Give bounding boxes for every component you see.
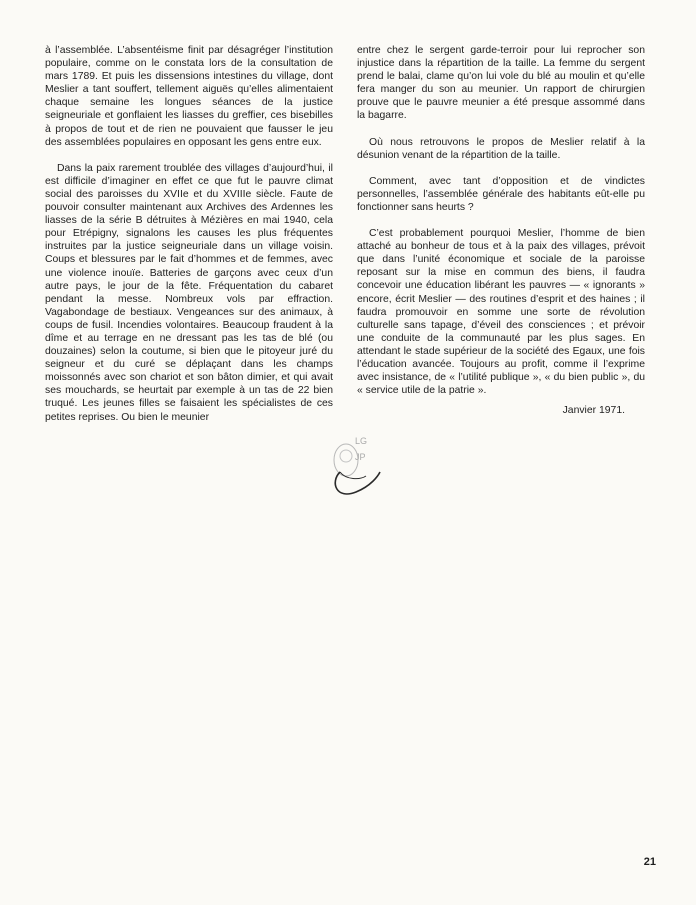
page-number: 21 xyxy=(643,856,656,868)
right-column xyxy=(357,44,645,417)
paragraph: à l’assemblée. L’absentéisme finit par désagréger l’institution populaire, comme on le constata lors de la consultation de mars 1789. Et puis les dissensions intestines du village, dont Meslier a tant souffert, tellement aiguës qu’elles alimentaient chaque semaine les longues séances de la justice seigneuriale et gonflaient les liasses du greffier, ces bisebilles à propos de tout et de rien ne pouvaient que fausser le jeu des assemblées populaires en opposant les gens entre eux. xyxy=(45,45,333,148)
monogram-ornament-icon xyxy=(316,420,384,512)
svg-text:JP: JP xyxy=(355,452,366,462)
paragraph: C’est probablement pourquoi Meslier, l’homme de bien attaché au bonheur de tous et à la paix des villages, prévoit que dans l’unité économique et sociale de la paroisse reposant sur la mise en commun des biens, il faudra concevoir une éducation libérant les pauvres — « ignorants » encore, écrit Meslier — des routines d’esprit et des haines ; il faudra promouvoir en somme une sorte de révolution culturelle sans tapage, d’éveil des consciences ; et prévoir une conduite de la communauté par les plus sages. En attendant le stade supérieur de la société des Egaux, une fois l’éducation avancée. Toujours au profit, comme il l’exprime avec insistance, de « l’utilité publique », « du bien public », du « service utile de la patrie ». xyxy=(357,228,645,397)
paragraph: Comment, avec tant d’opposition et de vindictes personnelles, l’assemblée générale des habitants eût-elle pu fonctionner sans heurts ? xyxy=(357,175,645,213)
svg-text:LG: LG xyxy=(355,436,368,446)
paragraph: Dans la paix rarement troublée des villages d’aujourd’hui, il est difficile d’imaginer en effet ce que fut le pauvre climat social des paroisses du XVIIe et du XVIIIe siècle. Faute de pouvoir consulter maintenant aux Archives des Ardennes les liasses de la série B détruites à Mézières en mai 1940, cela pour Etrépigny, signalons les causes les plus fréquentes instruites par la justice seigneuriale dans un village voisin. Coups et blessures par le fait d’hommes et de femmes, avec une violence inouïe. Batteries de garçons avec ceux d’un autre pays, le jour de la fête. Fréquentation du cabaret pendant la messe. Nombreux vols par effraction. Vagabondage de bestiaux. Vengeances sur des animaux, à coups de fusil. Incendies volontaires. Beaucoup fraudent à la dîme et au terrage en ne dressant pas les tas de blé (ou douzaines) selon la coutume, si bien que le pitoyeur juré du seigneur et du curé se déplaçant dans les champs moissonnés avec son chariot et son bâton dimier, et qui avait ses mouchards, se heurtait par exemple à un tas de 22 bien truqué. Les jeunes filles se faisaient les spécialistes de ces petites reprises. Ou bien le meunier xyxy=(45,162,333,423)
left-column xyxy=(45,44,333,437)
paragraph: Où nous retrouvons le propos de Meslier relatif à la désunion venant de la répartition de la taille. xyxy=(357,136,645,161)
paragraph: entre chez le sergent garde-terroir pour lui reprocher son injustice dans la répartition de la taille. La femme du sergent prend le balai, clame qu’on lui vole du blé au moulin et qu’elle fera manger du son au meunier. Un rapport de chirurgien prouve que le pauvre meunier a été presque assommé dans la bagarre. xyxy=(357,45,645,122)
date-signature: Janvier 1971. xyxy=(562,405,625,417)
